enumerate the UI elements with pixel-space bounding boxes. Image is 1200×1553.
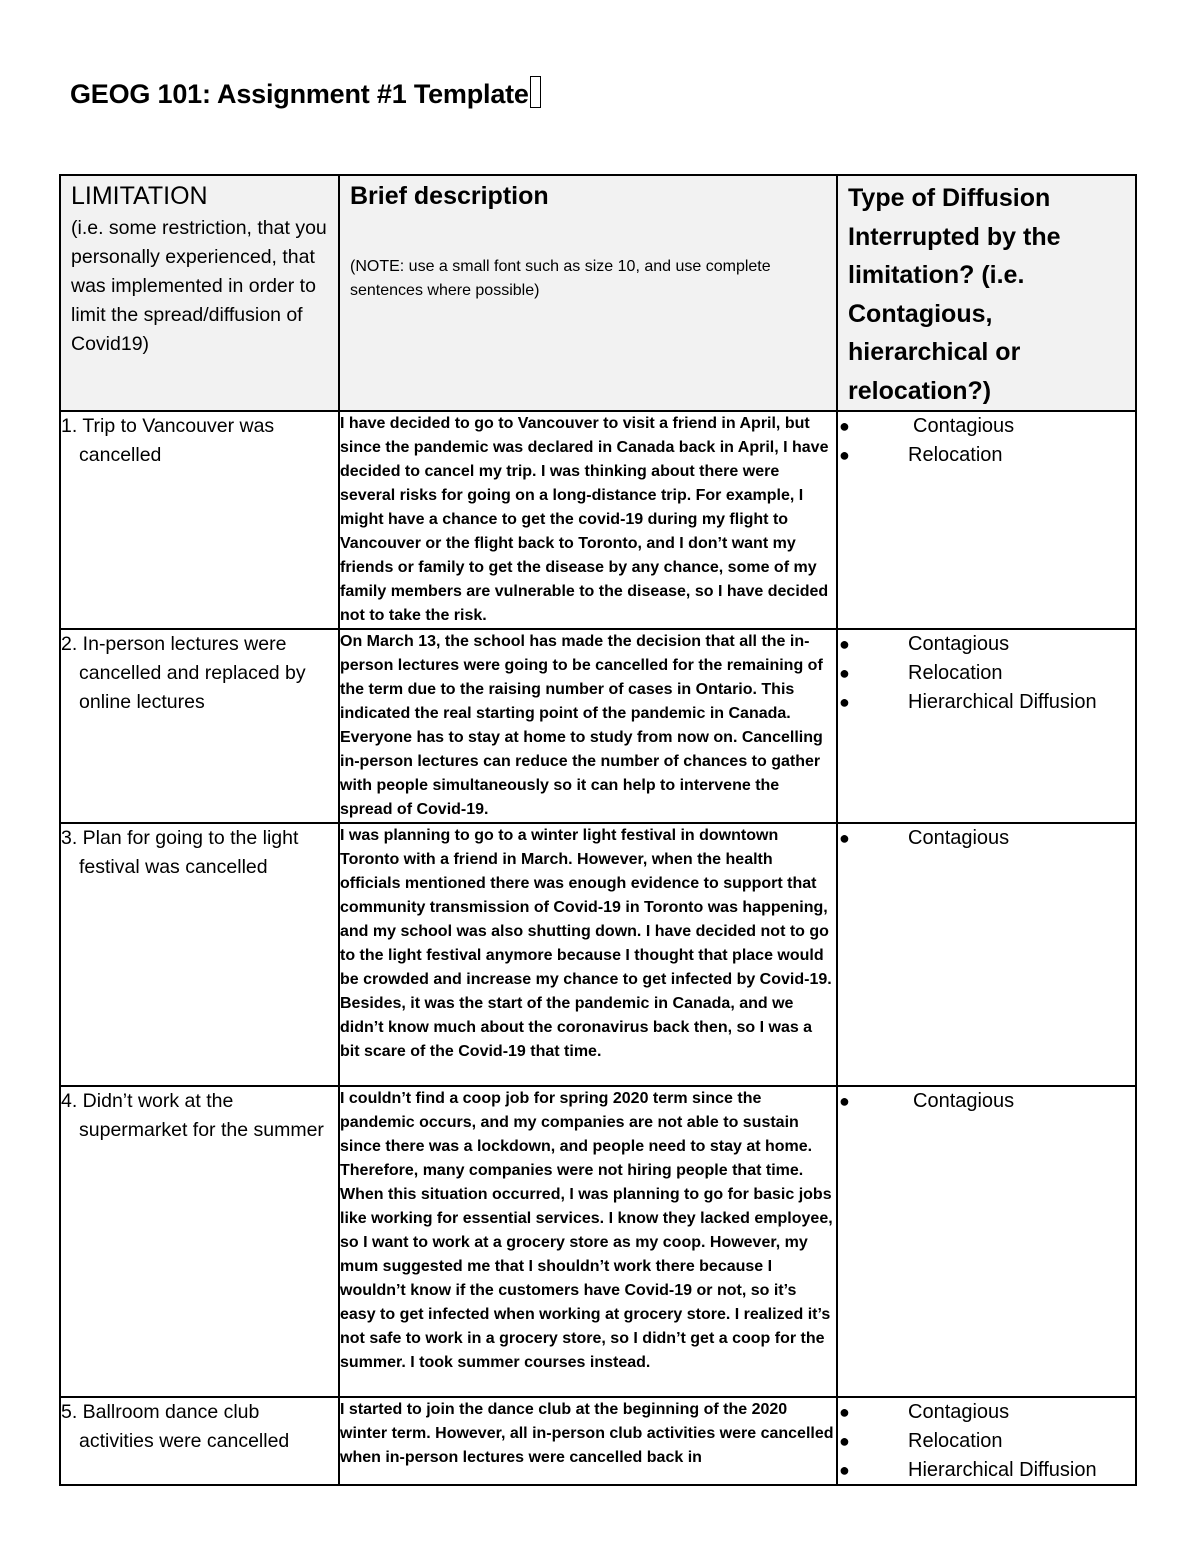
table-row xyxy=(60,1086,1136,1397)
table-row xyxy=(60,411,1136,629)
header-brief-note: (NOTE: use a small font such as size 10, and use complete sentences where possible) xyxy=(350,258,771,299)
description-cell xyxy=(339,629,837,823)
description-text: I have decided to go to Vancouver to visit a friend in April, but since the pandemic was declared in Canada back in April, I have decided to cancel my trip. I was thinking about there were several risks for going on a long-distance trip. For example, I might have a chance to get the covid-19 during my flight to Vancouver or the flight back to Toronto, and I don’t want my friends or family to get the disease by any chance, some of my family members are vulnerable to the disease, so I have decided not to take the risk. xyxy=(340,415,829,624)
limitation-cell xyxy=(60,823,339,1086)
limitation-text: 5. Ballroom dance club activities were cancelled xyxy=(61,1401,290,1452)
description-text: I couldn’t find a coop job for spring 2020 term since the pandemic occurs, and my companies are not able to sustain since there was a lockdown, and people need to stay at home. Therefore, many companies were not hiring people that time. When this situation occurred, I was planning to go for basic jobs like working for essential services. I know they lacked employee, so I want to work at a grocery store as my coop. However, my mum suggested me that I shouldn’t work there because I wouldn’t know if the customers have Covid-19 or not, so it’s easy to get infected when working at grocery store. I realized it’s not safe to work in a grocery store, so I didn’t get a coop for the summer. I took summer courses instead. xyxy=(340,1090,833,1371)
types-cell xyxy=(837,629,1136,823)
header-brief: Brief description xyxy=(350,182,549,210)
list-item: ● Relocation xyxy=(838,441,1135,470)
types-list xyxy=(838,412,1135,470)
header-brief-cell xyxy=(339,175,837,411)
types-list xyxy=(838,1398,1135,1484)
bullet-icon: ● xyxy=(839,1430,850,1451)
limitation-cell xyxy=(60,411,339,629)
description-text: I started to join the dance club at the beginning of the 2020 winter term. However, all in-person club activities were cancelled when in-person lectures were cancelled back in xyxy=(340,1401,834,1466)
types-list xyxy=(838,824,1135,853)
cursor-box-icon xyxy=(530,76,541,108)
list-item: ● Contagious xyxy=(838,1087,1135,1116)
header-limitation-sub: (i.e. some restriction, that you personally experienced, that was implemented in order to limit the spread/diffusion of Covid19) xyxy=(71,217,327,355)
list-item: ● Relocation xyxy=(838,659,1135,688)
list-item: ● Contagious xyxy=(838,824,1135,853)
limitation-cell xyxy=(60,629,339,823)
table-row xyxy=(60,629,1136,823)
assignment-table xyxy=(59,174,1137,1486)
limitation-text: 3. Plan for going to the light festival was cancelled xyxy=(61,827,299,878)
bullet-icon: ● xyxy=(839,691,850,712)
bullet-icon: ● xyxy=(839,1402,850,1422)
types-list xyxy=(838,630,1135,716)
bullet-icon: ● xyxy=(839,1091,850,1111)
limitation-text: 4. Didn’t work at the supermarket for the summer xyxy=(61,1090,324,1141)
types-cell xyxy=(837,1397,1136,1485)
header-row xyxy=(60,175,1136,411)
list-item: ● Contagious xyxy=(838,412,1135,441)
description-text: On March 13, the school has made the decision that all the in-person lectures were going to be cancelled for the remaining of the term due to the raising number of cases in Ontario. This indicated the real starting point of the pandemic in Canada. Everyone has to stay at home to study from now on. Cancelling in-person lectures can reduce the number of chances to gather with people simultaneously so it can help to intervene the spread of Covid-19. xyxy=(340,633,823,818)
limitation-text: 2. In-person lectures were cancelled and replaced by online lectures xyxy=(61,633,306,713)
document-title: GEOG 101: Assignment #1 Template xyxy=(70,76,541,110)
bullet-icon: ● xyxy=(839,444,850,465)
list-item: ● Hierarchical Diffusion xyxy=(838,1456,1135,1485)
description-text: I was planning to go to a winter light festival in downtown Toronto with a friend in March. However, when the health officials mentioned there was enough evidence to support that community transmission of Covid-19 in Toronto was happening, and my school was also shutting down. I have decided not to go to the light festival anymore because I thought that place would be crowded and increase my chance to get infected by Covid-19. Besides, it was the start of the pandemic in Canada, and we didn’t know much about the coronavirus back then, so I was a bit scare of the Covid-19 that time. xyxy=(340,827,832,1060)
header-limitation: LIMITATION xyxy=(71,182,208,210)
header-limitation-cell xyxy=(60,175,339,411)
description-cell xyxy=(339,411,837,629)
header-type-cell xyxy=(837,175,1136,411)
header-type: Type of Diffusion Interrupted by the limitation? (i.e. Contagious, hierarchical or relocation?) xyxy=(848,184,1061,405)
limitation-cell xyxy=(60,1397,339,1485)
list-item: ● Relocation xyxy=(838,1427,1135,1456)
list-item: ● Contagious xyxy=(838,630,1135,659)
description-cell xyxy=(339,1397,837,1485)
bullet-icon: ● xyxy=(839,416,850,436)
bullet-icon: ● xyxy=(839,662,850,683)
types-cell xyxy=(837,823,1136,1086)
limitation-cell xyxy=(60,1086,339,1397)
bullet-icon: ● xyxy=(839,634,850,654)
list-item: ● Hierarchical Diffusion xyxy=(838,688,1135,717)
table-row xyxy=(60,823,1136,1086)
list-item: ● Contagious xyxy=(838,1398,1135,1427)
types-cell xyxy=(837,411,1136,629)
table-row xyxy=(60,1397,1136,1485)
limitation-text: 1. Trip to Vancouver was cancelled xyxy=(61,415,275,466)
description-cell xyxy=(339,823,837,1086)
bullet-icon: ● xyxy=(839,1459,850,1480)
bullet-icon: ● xyxy=(839,828,850,848)
types-cell xyxy=(837,1086,1136,1397)
description-cell xyxy=(339,1086,837,1397)
types-list xyxy=(838,1087,1135,1116)
